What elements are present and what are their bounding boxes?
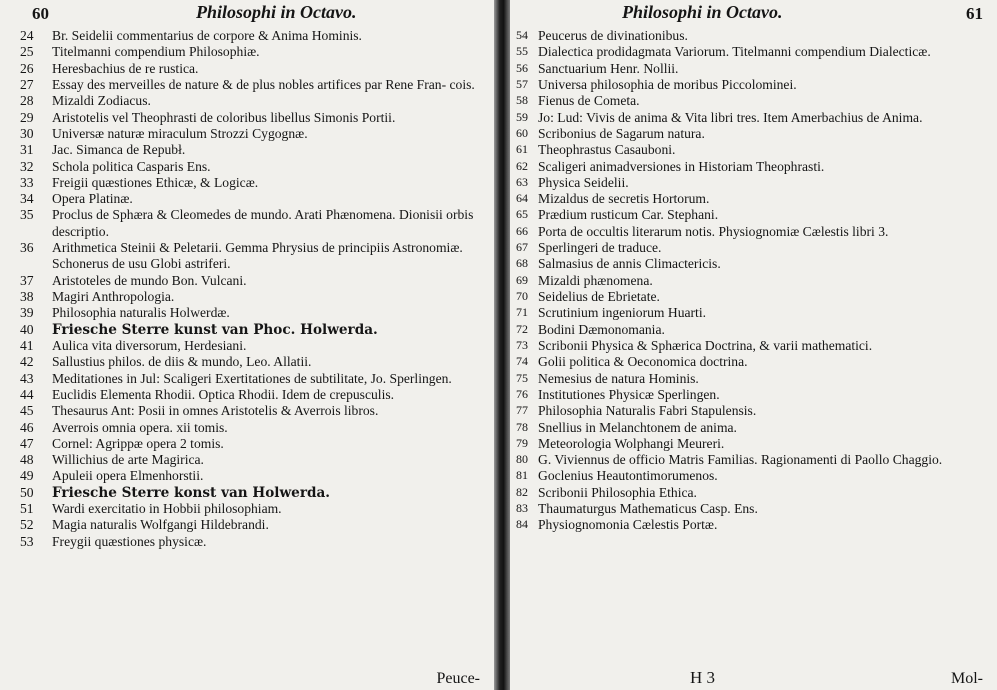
catalog-entry xyxy=(20,240,490,273)
entry-title: Titelmanni compendium Philosophiæ. xyxy=(52,44,260,60)
catalog-entry xyxy=(516,159,994,175)
entry-title: Willichius de arte Magirica. xyxy=(52,452,204,468)
catalog-entry xyxy=(516,387,994,403)
catalog-entry xyxy=(516,93,994,109)
entry-number: 68 xyxy=(516,256,528,271)
catalog-entry xyxy=(20,501,490,517)
catalog-entry xyxy=(516,420,994,436)
entry-number: 37 xyxy=(20,272,34,288)
entry-title: Thesaurus Ant: Posii in omnes Aristotelis & Averrois libros. xyxy=(52,403,379,419)
entry-title: Bodini Dæmonomania. xyxy=(538,321,665,337)
catalog-entry xyxy=(516,126,994,142)
catalog-entry xyxy=(516,142,994,158)
entry-title: Aulica vita diversorum, Herdesiani. xyxy=(52,337,247,353)
catalog-entry xyxy=(20,289,490,305)
entry-title: Institutiones Physicæ Sperlingen. xyxy=(538,386,720,402)
entry-title: Freygii quæstiones physicæ. xyxy=(52,533,207,549)
catalog-entry xyxy=(516,517,994,533)
entry-title: Golii politica & Oeconomica doctrina. xyxy=(538,354,748,370)
left-page xyxy=(0,0,494,690)
entry-number: 44 xyxy=(20,386,34,402)
catalog-entry xyxy=(20,159,490,175)
catalog-entry xyxy=(20,403,490,419)
catalog-entry xyxy=(516,354,994,370)
catalog-entry xyxy=(516,338,994,354)
entry-title: Wardi exercitatio in Hobbii philosophiam. xyxy=(52,501,282,517)
entry-title: Scaligeri animadversiones in Historiam Theophrasti. xyxy=(538,158,825,174)
entry-title: Magiri Anthropologia. xyxy=(52,289,175,304)
catalog-entry xyxy=(20,354,490,370)
entry-title: Heresbachius de re rustica. xyxy=(52,60,199,76)
catalog-entry xyxy=(20,485,490,501)
entry-title: Mizaldi Zodiacus. xyxy=(52,93,151,109)
catalog-entry xyxy=(20,207,490,240)
entry-number: 52 xyxy=(20,517,34,533)
catalog-entry xyxy=(20,44,490,60)
book-gutter xyxy=(494,0,510,690)
catalog-entry xyxy=(20,142,490,158)
entry-title: Schola politica Casparis Ens. xyxy=(52,158,211,174)
entry-number: 53 xyxy=(20,533,34,549)
entry-title: Philosophia Naturalis Fabri Stapulensis. xyxy=(538,403,757,419)
catalog-entry xyxy=(516,240,994,256)
entry-number: 82 xyxy=(516,484,528,499)
signature-mark: H 3 xyxy=(690,668,716,687)
entry-number: 35 xyxy=(20,207,34,223)
entry-number: 46 xyxy=(20,419,34,435)
catalog-entry xyxy=(20,452,490,468)
right-entry-list xyxy=(516,28,994,534)
catalog-entry xyxy=(516,501,994,517)
entry-number: 61 xyxy=(516,142,528,157)
entry-number: 56 xyxy=(516,60,528,75)
entry-number: 54 xyxy=(516,28,528,42)
entry-number: 39 xyxy=(20,305,34,321)
entry-number: 57 xyxy=(516,76,528,91)
catalog-entry xyxy=(516,224,994,240)
entry-number: 76 xyxy=(516,386,528,401)
catalog-entry xyxy=(516,77,994,93)
entry-title: G. Viviennus de officio Matris Familias. Ragionamenti di Paollo Chaggio. xyxy=(538,452,943,468)
entry-number: 72 xyxy=(516,321,528,336)
entry-title: Philosophia naturalis Holwerdæ. xyxy=(52,305,230,321)
entry-number: 84 xyxy=(516,517,528,532)
entry-title: Proclus de Sphæra & Cleomedes de mundo. Arati Phænomena. Dionisii orbis descriptio. xyxy=(52,207,474,239)
entry-title: Universa philosophia de moribus Piccolominei. xyxy=(538,76,797,92)
catalog-entry xyxy=(516,256,994,272)
entry-number: 62 xyxy=(516,158,528,173)
entry-number: 75 xyxy=(516,370,528,385)
entry-title: Magia naturalis Wolfgangi Hildebrandi. xyxy=(52,517,269,533)
entry-title: Br. Seidelii commentarius de corpore & Anima Hominis. xyxy=(52,28,362,43)
entry-number: 65 xyxy=(516,207,528,222)
entry-title: Scribonii Philosophia Ethica. xyxy=(538,484,697,500)
entry-number: 81 xyxy=(516,468,528,483)
catalog-entry xyxy=(20,93,490,109)
entry-number: 55 xyxy=(516,44,528,59)
entry-number: 36 xyxy=(20,240,34,256)
catalog-entry xyxy=(516,61,994,77)
entry-title: Mizaldi phænomena. xyxy=(538,272,653,288)
entry-title: Friesche Sterre konst van Holwerda. xyxy=(52,484,331,501)
catalog-entry xyxy=(516,191,994,207)
catalog-entry xyxy=(20,517,490,533)
catalog-entry xyxy=(20,273,490,289)
entry-title: Physica Seidelii. xyxy=(538,174,629,190)
entry-title: Nemesius de natura Hominis. xyxy=(538,370,699,386)
entry-title: Goclenius Heautontimorumenos. xyxy=(538,468,718,484)
entry-number: 29 xyxy=(20,109,34,125)
catalog-entry xyxy=(516,485,994,501)
catalog-entry xyxy=(20,322,490,338)
catalog-entry xyxy=(20,468,490,484)
catalog-entry xyxy=(516,175,994,191)
entry-number: 31 xyxy=(20,142,34,158)
entry-title: Mizaldus de secretis Hortorum. xyxy=(538,191,710,207)
catalog-entry xyxy=(20,436,490,452)
entry-number: 26 xyxy=(20,60,34,76)
entry-title: Arithmetica Steinii & Peletarii. Gemma Phrysius de principiis Astronomiæ. Schonerus de usu Globi astriferi. xyxy=(52,240,463,272)
entry-number: 78 xyxy=(516,419,528,434)
entry-title: Peucerus de divinationibus. xyxy=(538,28,688,43)
entry-title: Salmasius de annis Climactericis. xyxy=(538,256,721,272)
catalog-entry xyxy=(516,468,994,484)
entry-number: 30 xyxy=(20,125,34,141)
entry-number: 79 xyxy=(516,435,528,450)
catalog-entry xyxy=(516,289,994,305)
entry-number: 27 xyxy=(20,76,34,92)
entry-title: Opera Platinæ. xyxy=(52,191,133,207)
entry-title: Physiognomonia Cælestis Portæ. xyxy=(538,517,718,533)
entry-title: Thaumaturgus Mathematicus Casp. Ens. xyxy=(538,501,758,517)
entry-title: Meditationes in Jul: Scaligeri Exertitationes de subtilitate, Jo. Sperlingen. xyxy=(52,370,452,386)
catalog-entry xyxy=(516,322,994,338)
entry-title: Averrois omnia opera. xii tomis. xyxy=(52,419,228,435)
entry-number: 71 xyxy=(516,305,528,320)
entry-title: Porta de occultis literarum notis. Physiognomiæ Cælestis libri 3. xyxy=(538,223,889,239)
left-page-number: 60 xyxy=(32,4,49,23)
entry-number: 24 xyxy=(20,28,34,43)
catalog-entry xyxy=(516,28,994,44)
catalog-entry xyxy=(20,534,490,550)
entry-number: 59 xyxy=(516,109,528,124)
entry-title: Scribonius de Sagarum natura. xyxy=(538,125,705,141)
entry-number: 41 xyxy=(20,337,34,353)
catalog-entry xyxy=(20,387,490,403)
catalog-entry xyxy=(516,110,994,126)
entry-title: Seidelius de Ebrietate. xyxy=(538,289,660,304)
entry-number: 33 xyxy=(20,174,34,190)
catalog-entry xyxy=(20,28,490,44)
entry-title: Cornel: Agrippæ opera 2 tomis. xyxy=(52,435,224,451)
entry-title: Snellius in Melanchtonem de anima. xyxy=(538,419,737,435)
right-page-header: Philosophi in Octavo. xyxy=(622,2,783,22)
entry-title: Apuleii opera Elmenhorstii. xyxy=(52,468,204,484)
entry-number: 58 xyxy=(516,93,528,108)
entry-number: 77 xyxy=(516,403,528,418)
entry-number: 63 xyxy=(516,174,528,189)
entry-number: 34 xyxy=(20,191,34,207)
entry-number: 28 xyxy=(20,93,34,109)
catalog-entry xyxy=(20,338,490,354)
entry-number: 51 xyxy=(20,501,34,517)
entry-title: Jo: Lud: Vivis de anima & Vita libri tres. Item Amerbachius de Anima. xyxy=(538,109,923,125)
catalog-entry xyxy=(20,191,490,207)
left-entry-list xyxy=(20,28,490,550)
entry-title: Universæ naturæ miraculum Strozzi Cygognæ. xyxy=(52,125,308,141)
entry-title: Dialectica prodidagmata Variorum. Titelmanni compendium Dialecticæ. xyxy=(538,44,931,60)
right-catchword: Mol- xyxy=(951,670,983,687)
entry-title: Essay des merveilles de nature & de plus nobles artifices par Rene Fran- cois. xyxy=(52,76,475,92)
entry-title: Fienus de Cometa. xyxy=(538,93,640,109)
entry-number: 38 xyxy=(20,289,34,304)
entry-title: Meteorologia Wolphangi Meureri. xyxy=(538,435,725,451)
entry-title: Jac. Simanca de Repubł. xyxy=(52,142,186,158)
entry-number: 69 xyxy=(516,272,528,287)
entry-number: 66 xyxy=(516,223,528,238)
left-catchword: Peuce- xyxy=(436,670,480,687)
catalog-entry xyxy=(20,77,490,93)
entry-number: 40 xyxy=(20,321,34,337)
entry-number: 73 xyxy=(516,337,528,352)
entry-number: 64 xyxy=(516,191,528,206)
entry-title: Prædium rusticum Car. Stephani. xyxy=(538,207,719,223)
entry-title: Scribonii Physica & Sphærica Doctrina, & varii mathematici. xyxy=(538,337,873,353)
catalog-entry xyxy=(516,452,994,468)
catalog-entry xyxy=(516,436,994,452)
catalog-entry xyxy=(20,175,490,191)
catalog-entry xyxy=(20,126,490,142)
catalog-entry xyxy=(516,207,994,223)
entry-number: 43 xyxy=(20,370,34,386)
entry-title: Theophrastus Casauboni. xyxy=(538,142,676,158)
catalog-entry xyxy=(20,110,490,126)
catalog-entry xyxy=(20,61,490,77)
entry-number: 32 xyxy=(20,158,34,174)
catalog-entry xyxy=(516,403,994,419)
entry-number: 48 xyxy=(20,452,34,468)
entry-number: 74 xyxy=(516,354,528,369)
entry-title: Aristotelis vel Theophrasti de coloribus libellus Simonis Portii. xyxy=(52,109,396,125)
right-page-number: 61 xyxy=(966,4,983,23)
left-page-header: Philosophi in Octavo. xyxy=(196,2,357,22)
entry-number: 60 xyxy=(516,125,528,140)
entry-title: Euclidis Elementa Rhodii. Optica Rhodii. Idem de crepusculis. xyxy=(52,386,395,402)
entry-number: 47 xyxy=(20,435,34,451)
catalog-entry xyxy=(20,420,490,436)
catalog-entry xyxy=(516,273,994,289)
entry-number: 80 xyxy=(516,452,528,467)
catalog-entry xyxy=(20,371,490,387)
entry-number: 49 xyxy=(20,468,34,484)
catalog-entry xyxy=(516,44,994,60)
entry-title: Sperlingeri de traduce. xyxy=(538,240,662,256)
entry-number: 45 xyxy=(20,403,34,419)
entry-number: 70 xyxy=(516,289,528,303)
entry-title: Scrutinium ingeniorum Huarti. xyxy=(538,305,707,321)
right-page xyxy=(510,0,997,690)
entry-title: Freigii quæstiones Ethicæ, & Logicæ. xyxy=(52,174,259,190)
entry-number: 42 xyxy=(20,354,34,370)
entry-number: 50 xyxy=(20,484,34,500)
entry-title: Sallustius philos. de diis & mundo, Leo. Allatii. xyxy=(52,354,312,370)
catalog-entry xyxy=(20,305,490,321)
entry-number: 25 xyxy=(20,44,34,60)
catalog-entry xyxy=(516,305,994,321)
entry-title: Sanctuarium Henr. Nollii. xyxy=(538,60,679,76)
entry-title: Aristoteles de mundo Bon. Vulcani. xyxy=(52,272,247,288)
entry-title: Friesche Sterre kunst van Phoc. Holwerda. xyxy=(52,321,378,338)
catalog-entry xyxy=(516,371,994,387)
entry-number: 67 xyxy=(516,240,528,255)
entry-number: 83 xyxy=(516,501,528,516)
